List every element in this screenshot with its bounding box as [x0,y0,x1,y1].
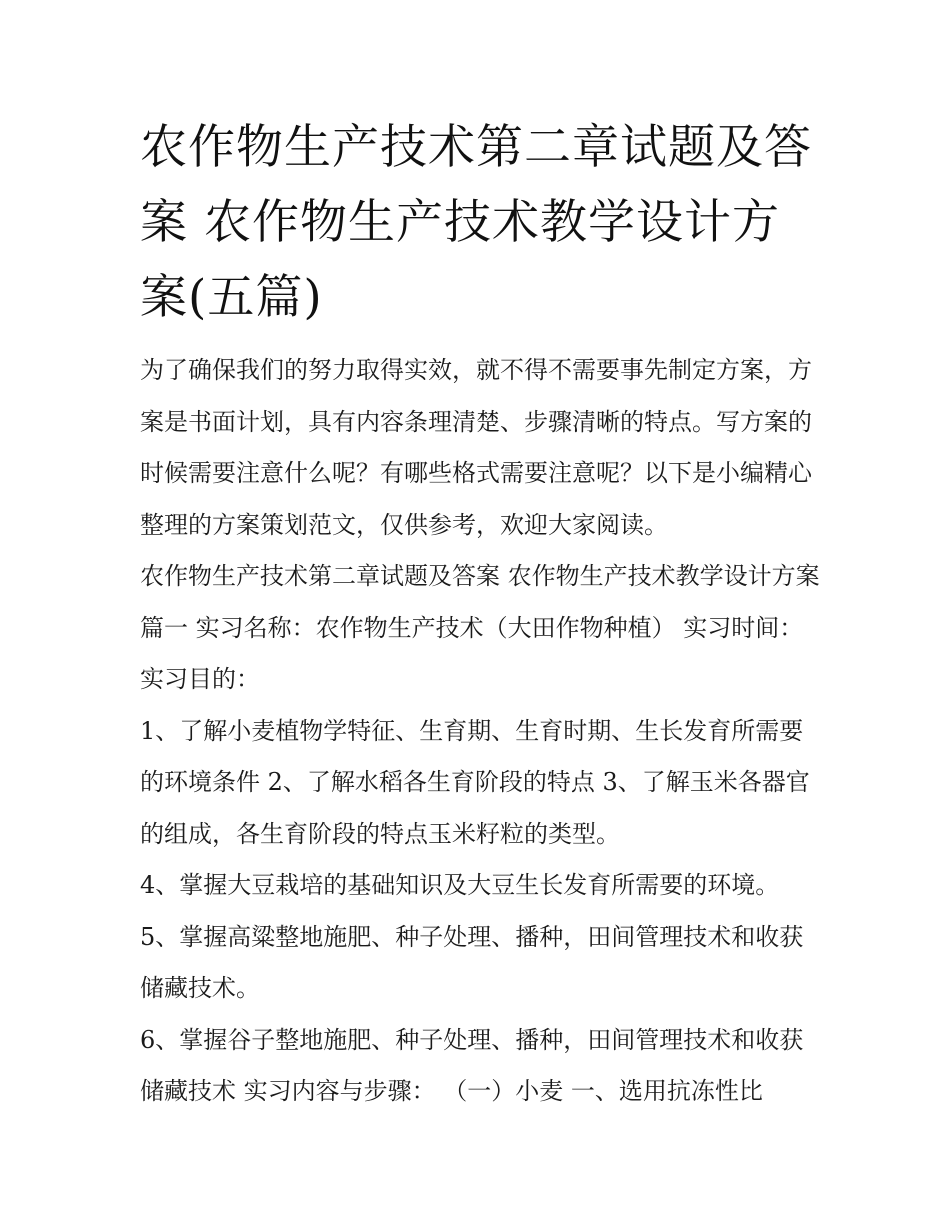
paragraph-goal-6: 6、掌握谷子整地施肥、种子处理、播种，田间管理技术和收获储藏技术 实习内容与步骤： （一）小麦 一、选用抗冻性比 [140,1025,804,1105]
document-title: 农作物生产技术第二章试题及答案 农作物生产技术教学设计方案(五篇) [140,120,812,325]
paragraph-goal-4: 4、掌握大豆栽培的基础知识及大豆生长发育所需要的环境。 [140,871,780,899]
document-body [140,110,820,1118]
paragraph-intro: 为了确保我们的努力取得实效，就不得不需要事先制定方案，方案是书面计划，具有内容条理清楚、步骤清晰的特点。写方案的时候需要注意什么呢？有哪些格式需要注意呢？以下是小编精心整理的方案策划范文，仅供参考，欢迎大家阅读。 [140,356,812,539]
paragraph-goal-1-3: 1、了解小麦植物学特征、生育期、生育时期、生长发育所需要的环境条件 2、了解水稻各生育阶段的特点 3、了解玉米各器官的组成，各生育阶段的特点玉米籽粒的类型。 [140,716,810,848]
paragraph-goal-5: 5、掌握高粱整地施肥、种子处理、播种，田间管理技术和收获储藏技术。 [140,922,804,1002]
paragraph-practice-header: 农作物生产技术第二章试题及答案 农作物生产技术教学设计方案篇一 实习名称：农作物生产技术（大田作物种植） 实习时间： 实习目的： [140,562,820,693]
